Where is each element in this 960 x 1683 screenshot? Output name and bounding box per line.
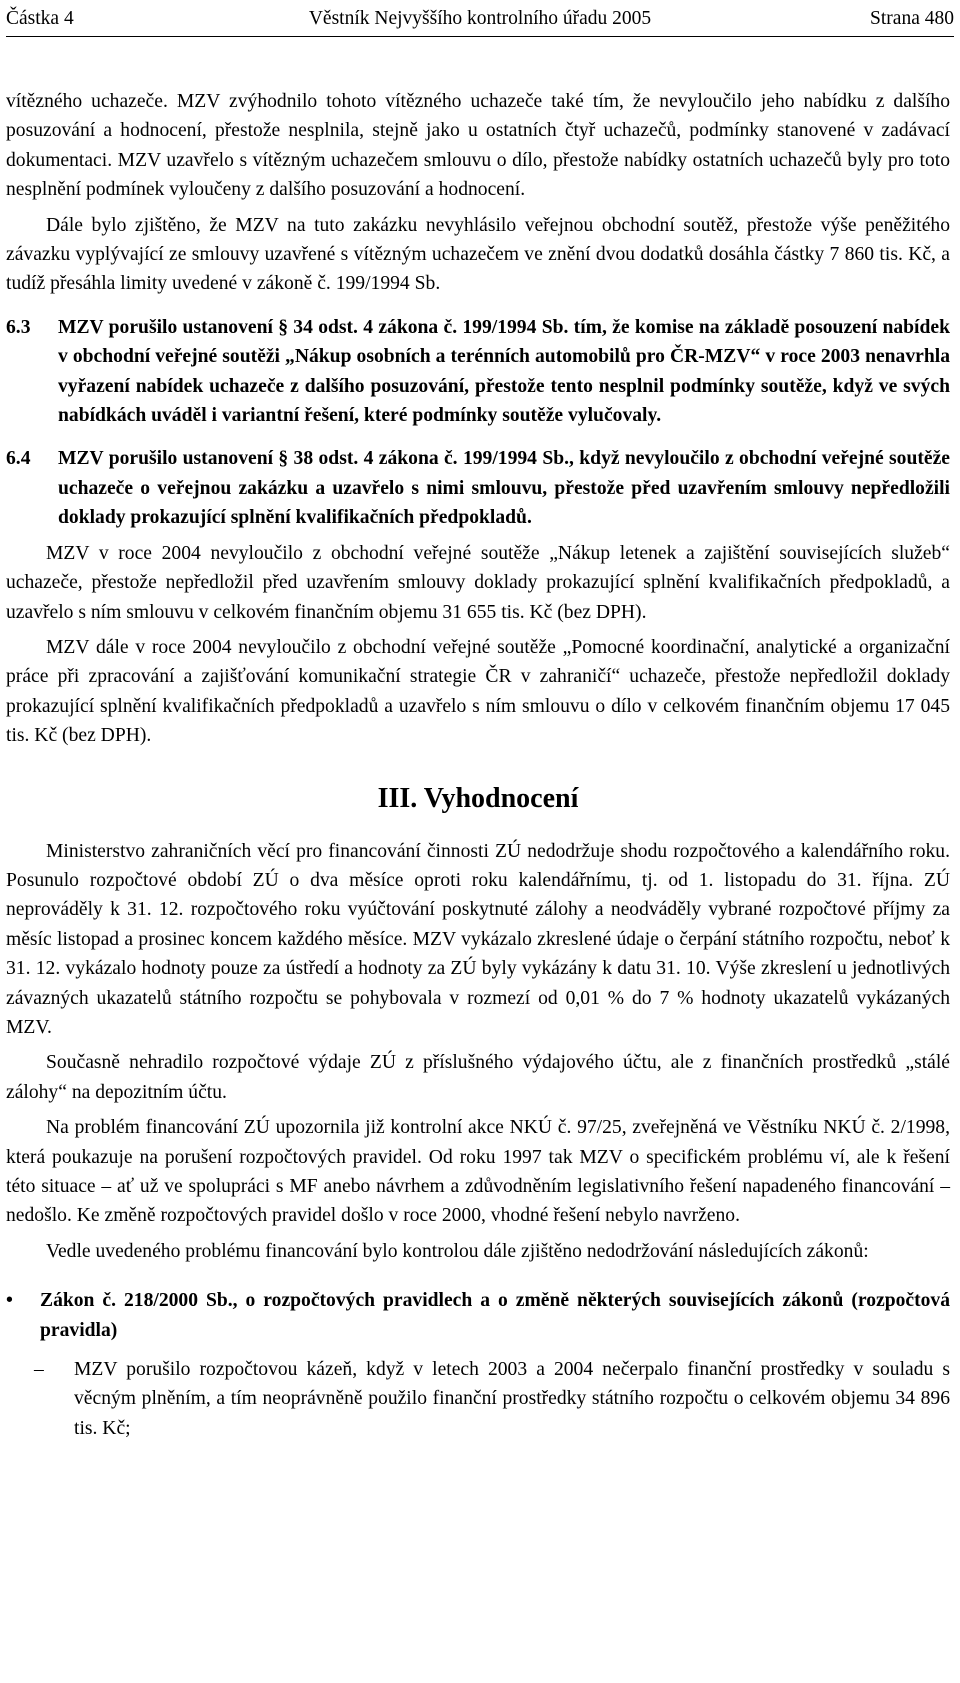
header-page-number: Strana 480 bbox=[870, 8, 954, 29]
page-header bbox=[6, 4, 954, 34]
section-text-part: 34 odst. 4 zákona č. 199/1994 Sb. tím, že komise na základě posouzení nabídek v obchodní veřejné soutěži „Nákup osobních a terénních automobilů pro ČR-MZV“ v roce 2003 nenavrhla vyřazení nabídek uchazeče z dalšího posuzování, přestože tento nesplnil podmínky soutěže, když ve svých nabídkách uváděl i variantní řešení, které podmínky soutěže vylučovaly. bbox=[58, 316, 950, 427]
paragraph-expenses: Současně nehradilo rozpočtové výdaje ZÚ z příslušného výdajového účtu, ale z finančních prostředků „stálé zálohy“ na depozitním účtu. bbox=[6, 1052, 950, 1103]
list-item-text: Zákon č. 218/2000 Sb., o rozpočtových pravidlech a o změně některých souvisejících zákonů (rozpočtová pravidla) bbox=[40, 1290, 950, 1341]
dash-marker: – bbox=[34, 1359, 44, 1381]
header-rule bbox=[6, 36, 954, 37]
paragraph-history: Na problém financování ZÚ upozornila již kontrolní akce NKÚ č. 97/25, zveřejněná ve Věstníku NKÚ č. 2/1998, která poukazuje na porušení rozpočtových pravidel. Od roku 1997 tak MZV o specifickém problému ví, ale k řešení této situace – ať už ve spolupráci s MF anebo návrhem a zdůvodněním legislativního řešení napadeného financování – nedošlo. Ke změně rozpočtových pravidel došlo v roce 2000, vhodné řešení nebylo navrženo. bbox=[6, 1117, 950, 1227]
section-text-part: , když nevyloučilo z obchodní veřejné soutěže uchazeče o veřejnou zakázku a uzavřelo s nimi smlouvu, přestože před uzavřením smlouvy nepředložili doklady prokazující splnění kvalifikačních předpokladů. bbox=[58, 448, 950, 529]
section-6-4 bbox=[6, 444, 950, 532]
section-6-3 bbox=[6, 313, 950, 431]
section-text bbox=[58, 444, 950, 532]
header-issue: Částka 4 bbox=[6, 8, 74, 29]
paragraph-evaluation: Ministerstvo zahraničních věcí pro financování činnosti ZÚ nedodržuje shodu rozpočtového a kalendářního roku. Posunulo rozpočtové období ZÚ o dva měsíce oproti roku kalendářnímu, tj. od 1. listopadu do 31. října. ZÚ neprováděly k 31. 12. rozpočtového roku vyúčtování poskytnuté zálohy a neodváděly vybrané rozpočtové příjmy za měsíc listopad a prosinec koncem každého měsíce. MZV vykázalo zkreslené údaje o čerpání státního rozpočtu, neboť k 31. 12. vykázalo hodnoty pouze za ústředí a hodnoty za ZÚ byly vykázány k datu 31. 10. Výše zkreslení u jednotlivých závazných ukazatelů státního rozpočtu se pohybovala v rozmezí od 0,01 % do 7 % hodnoty ukazatelů vykázaných MZV. bbox=[6, 840, 950, 1038]
bullet-marker: • bbox=[6, 1290, 13, 1312]
paragraph-tickets-tender: MZV v roce 2004 nevyloučilo z obchodní veřejné soutěže „Nákup letenek a zajištění souvisejících služeb“ uchazeče, přestože nepředložil před uzavřením smlouvy doklady prokazující splnění kvalifikačních předpokladů, a uzavřelo s ním smlouvu v celkovém finančním objemu 31 655 tis. Kč (bez DPH). bbox=[6, 542, 950, 623]
section-number: 6.3 bbox=[6, 316, 31, 338]
section-symbol: § bbox=[278, 316, 289, 338]
section-text-part: 38 odst. 4 zákona č. 199/1994 Sb. bbox=[288, 448, 570, 470]
paragraph-findings: Dále bylo zjištěno, že MZV na tuto zakázku nevyhlásilo veřejnou obchodní soutěž, přestože výše peněžitého závazku vyplývající ze smlouvy uzavřené s vítězným uchazečem ve znění dvou dodatků dosáhla částky 7 860 tis. Kč, a tudíž přesáhla limity uvedené v zákoně č. 199/1994 Sb. bbox=[6, 214, 950, 295]
section-text bbox=[58, 313, 950, 431]
paragraph-continuation: vítězného uchazeče. MZV zvýhodnilo tohoto vítězného uchazeče také tím, že nevyloučilo jeho nabídku z dalšího posuzování a hodnocení, přestože nesplnila, stejně jako u ostatních čtyř uchazečů, podmínky stanovené v zadávací dokumentaci. MZV uzavřelo s vítězným uchazečem smlouvu o dílo, přestože nabídky ostatních uchazečů byly pro toto nesplnění podmínek vyloučeny z dalšího posuzování a hodnocení. bbox=[6, 91, 950, 201]
list-item-violation bbox=[6, 1355, 950, 1443]
document-body bbox=[6, 87, 950, 1443]
section-heading bbox=[6, 779, 950, 819]
section-symbol: § bbox=[278, 448, 289, 470]
paragraph-laws-intro: Vedle uvedeného problému financování bylo kontrolou dále zjištěno nedodržování následujících zákonů: bbox=[46, 1240, 869, 1262]
list-item-text: MZV porušilo rozpočtovou kázeň, když v letech 2003 a 2004 nečerpalo finanční prostředky v souladu s věcným plněním, a tím neoprávněně použilo finanční prostředky státního rozpočtu o celkovém objemu 34 896 tis. Kč; bbox=[74, 1359, 950, 1439]
section-heading-text: III. Vyhodnocení bbox=[377, 782, 579, 814]
section-number: 6.4 bbox=[6, 448, 31, 470]
section-text-part: MZV porušilo ustanovení bbox=[58, 448, 279, 470]
section-text-part: MZV porušilo ustanovení bbox=[58, 316, 279, 338]
header-journal-title: Věstník Nejvyššího kontrolního úřadu 2005 bbox=[308, 8, 652, 29]
list-item-law bbox=[6, 1286, 950, 1345]
paragraph-communication-tender: MZV dále v roce 2004 nevyloučilo z obchodní veřejné soutěže „Pomocné koordinační, analytické a organizační práce při zpracování a zajišťování komunikační strategie ČR v zahraničí“ uchazeče, přestože nepředložil doklady prokazující splnění kvalifikačních předpokladů a uzavřelo s ním smlouvu o dílo v celkovém finančním objemu 17 045 tis. Kč (bez DPH). bbox=[6, 636, 950, 747]
